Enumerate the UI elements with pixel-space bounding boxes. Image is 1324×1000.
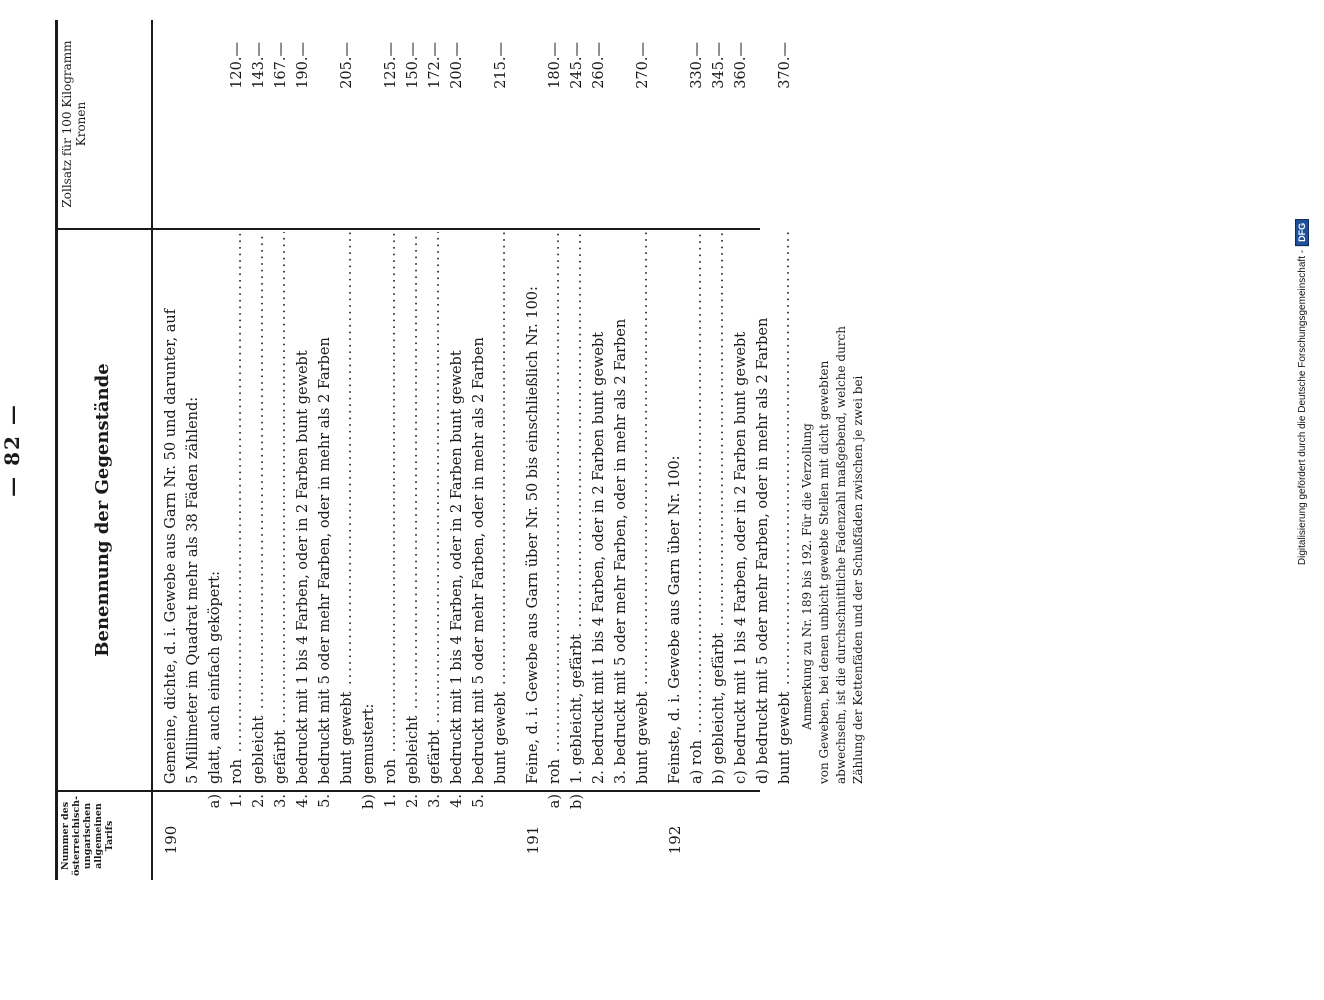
row-description: gefärbt ..... [269,232,293,784]
row-rate: 245.— [569,42,585,89]
table-row [729,20,753,880]
row-marker: 1. [383,794,399,808]
header-description: Benennung der Gegenstände [91,363,113,657]
row-marker: 4. [295,794,311,808]
row-marker: 4. [449,794,465,808]
header-rule [151,20,153,880]
row-rate: 270.— [635,42,651,89]
annotation-line [848,20,868,880]
row-rate: 150.— [405,42,421,89]
annotation-text: von Geweben, bei denen unbicht gewebte Stellen mit dicht gewebten [817,360,831,784]
table-row [225,20,249,880]
row-rate: 143.— [251,42,267,89]
row-description: roh ..... [543,232,567,784]
table-row [269,20,293,880]
table-row [159,20,183,880]
row-rate: 167.— [273,42,289,89]
row-description: bunt gewebt ..... [335,232,359,784]
row-description: glatt, auch einfach geköpert: [207,570,223,784]
table-row [379,20,403,880]
row-marker: 5. [471,794,487,808]
row-rate: 120.— [229,42,245,89]
row-rate: 360.— [733,42,749,89]
table-row [609,20,633,880]
table-row [247,20,271,880]
table-row [565,20,589,880]
annotation-text: Anmerkung zu Nr. 189 bis 192. Für die Verzollung [800,423,814,730]
row-marker: 3. [273,794,289,808]
row-marker: a) [207,794,223,809]
page-number: — 82 — [0,403,24,497]
row-description: 3. bedruckt mit 5 oder mehr Farben, oder in mehr als 2 Farben [613,318,629,784]
table-row [423,20,447,880]
table-row [401,20,425,880]
table-row [335,20,359,880]
row-description: 2. bedruckt mit 1 bis 4 Farben, oder in 2 Farben bunt gewebt [591,331,607,784]
table-row [521,20,545,880]
annotation-text: abwechseln, ist die durchschnittliche Fadenzahl maßgebend, welche durch [834,326,848,784]
row-description: Gemeine, dichte, d. i. Gewebe aus Garn Nr. 50 und darunter, auf [163,308,179,784]
row-rate: 172.— [427,42,443,89]
row-description: c) bedruckt mit 1 bis 4 Farben, oder in 2 Farben bunt gewebt [733,331,749,784]
row-number: 191 [524,825,542,855]
table-row [707,20,731,880]
table-row [587,20,611,880]
row-rate: 190.— [295,42,311,89]
row-description: bedruckt mit 5 oder mehr Farben, oder in mehr als 2 Farben [317,337,333,784]
row-description: gefärbt ..... [423,232,447,784]
row-description: gebleicht ..... [401,232,425,784]
annotation-text: Zählung der Kettenfäden und der Schußfäden zwischen je zwei bei [851,375,865,784]
row-description: bunt gewebt ..... [773,232,797,784]
row-marker: a) [547,794,563,809]
header-tariff-number: Nummer des österreichisch-ungarischen allgemeinen Tarifs [60,795,115,877]
row-rate: 345.— [711,42,727,89]
table-row [181,20,205,880]
dfg-logo: DFG [1295,219,1309,246]
rotated-page-content [0,20,865,880]
row-rate: 330.— [689,42,705,89]
row-marker: 3. [427,794,443,808]
row-marker: 5. [317,794,333,808]
row-marker: b) [569,794,585,809]
row-description: roh ..... [225,232,249,784]
table-row [313,20,337,880]
row-description: a) roh ..... [685,232,709,784]
row-marker: 2. [405,794,421,808]
tariff-table [55,20,865,880]
row-description: d) bedruckt mit 5 oder mehr Farben, oder in mehr als 2 Farben [755,317,771,784]
row-description: 1. gebleicht, gefärbt ..... [565,232,589,784]
table-row [445,20,469,880]
table-row [685,20,709,880]
row-rate: 370.— [777,42,793,89]
row-description: 5 Millimeter im Quadrat mehr als 38 Fäden zählend: [185,396,201,784]
row-marker: b) [361,794,377,809]
row-description: gemustert: [361,703,377,784]
row-marker: 2. [251,794,267,808]
table-row [751,20,775,880]
row-rate: 200.— [449,42,465,89]
row-description: Feinste, d. i. Gewebe aus Garn über Nr. 100: [667,455,683,784]
row-description: bunt gewebt ..... [631,232,655,784]
row-number: 192 [666,825,684,855]
row-marker: 1. [229,794,245,808]
table-row [291,20,315,880]
table-row [357,20,381,880]
table-row [631,20,655,880]
row-description: bedruckt mit 1 bis 4 Farben, oder in 2 Farben bunt gewebt [295,350,311,784]
row-number: 190 [162,825,180,855]
row-description: bedruckt mit 1 bis 4 Farben, oder in 2 Farben bunt gewebt [449,350,465,784]
row-description: bedruckt mit 5 oder mehr Farben, oder in mehr als 2 Farben [471,337,487,784]
table-row [773,20,797,880]
table-row [203,20,227,880]
row-description: Feine, d. i. Gewebe aus Garn über Nr. 50 bis einschließlich Nr. 100: [525,286,541,784]
row-rate: 260.— [591,42,607,89]
row-description: bunt gewebt ..... [489,232,513,784]
table-row [543,20,567,880]
row-rate: 125.— [383,42,399,89]
table-row [663,20,687,880]
row-rate: 180.— [547,42,563,89]
row-rate: 215.— [493,42,509,89]
table-row [467,20,491,880]
row-rate: 205.— [339,42,355,89]
header-duty-rate: Zollsatz für 100 Kilogramm Kronen [60,40,88,208]
row-description: b) gebleicht, gefärbt ..... [707,232,731,784]
row-description: roh ..... [379,232,403,784]
row-description: gebleicht ..... [247,232,271,784]
credit-text: Digitalisierung gefördert durch die Deutsche Forschungsgemeinschaft - [1296,249,1308,566]
table-row [489,20,513,880]
